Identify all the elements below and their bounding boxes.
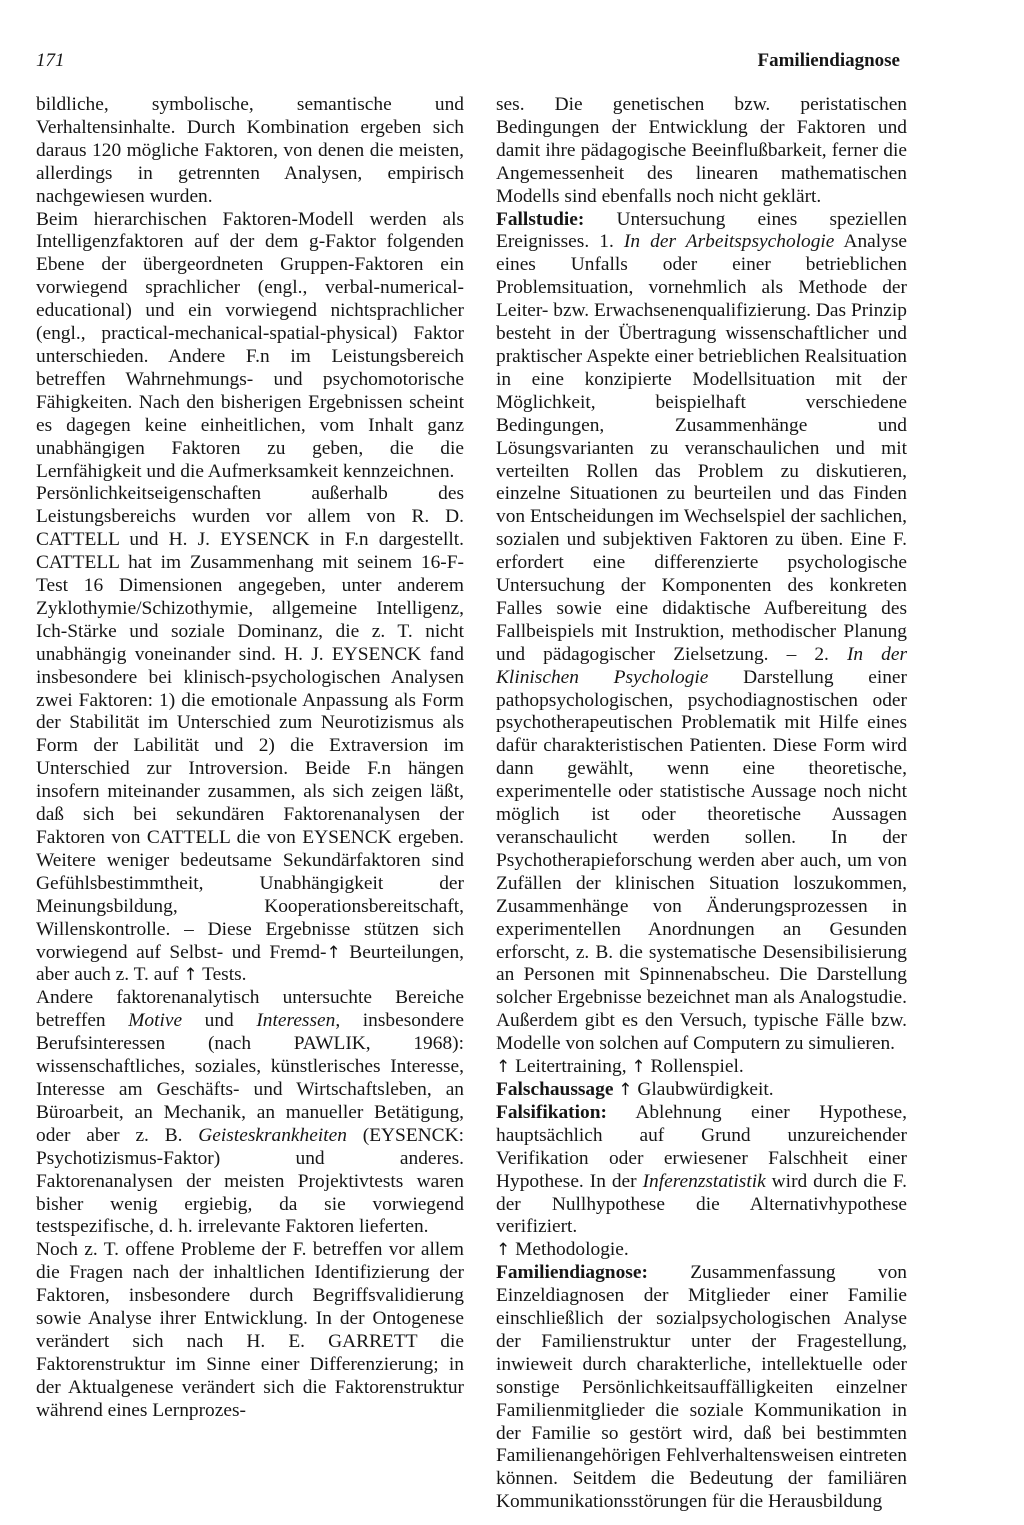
emphasis-text: Interessen — [256, 1010, 336, 1032]
emphasis-text: In der Arbeitspsychologie — [623, 231, 835, 253]
text-run: wird durch die F. der Nullhypothese die Alternativhypothese verifiziert. — [496, 1170, 907, 1238]
text-run: und — [182, 1010, 257, 1032]
text-run: Beurteilungen, aber auch z. T. auf — [36, 941, 464, 986]
paragraph — [496, 1262, 907, 1514]
paragraph — [36, 987, 464, 1239]
emphasis-text: Inferenzstatistik — [642, 1170, 766, 1192]
emphasis-text: Geisteskrankheiten — [198, 1124, 347, 1146]
text-run: Darstellung einer pathopsychologischen, psychodiagnostischen oder psychotherapeutischen Problematik mit Hilfe eines dafür charakteristischen Patienten. Diese Form wird dann gewählt, wenn eine theoretische, experimentelle oder statistische Aussage noch nicht möglich ist oder theoretische Aussagen veranschaulicht werden sollen. In der Psychotherapieforschung werden aber auch, um von Zufällen der klinischen Situation loszukommen, Zusammenhänge von Änderungsprozessen in experimentellen Anordnungen an Gesunden erforscht, z. B. die systematische Desensibilisierung an Personen mit Spinnenabscheu. Die Darstellung solcher Ergebnisse bezeichnet man als Analogstudie. Außerdem gibt es den Versuch, typische Fälle bzw. Modelle von solchen auf Computern zu simulieren. — [496, 666, 907, 1055]
text-run: Ablehnung einer Hypothese, hauptsächlich auf Grund unzureichender Verifikation oder erwiesener Falschheit einer Hypothese. In der — [496, 1101, 907, 1192]
paragraph — [496, 209, 907, 1057]
text-run: Beim hierarchischen Faktoren-Modell werden als Intelligenzfaktoren auf der dem g-Faktor folgenden Ebene der übergeordneten Gruppen-Faktoren ein vorwiegend sprachlicher (engl., verbal-numerical-educational) und ein vorwiegend nichtsprachlicher (engl., practical-mechanical-spatial-physical) Faktor unterschieden. Andere F.n im Leistungsbereich betreffen Wahrnehmungs- und psychomotorische Fähigkeiten. Nach den bisherigen Ergebnissen scheint es dagegen keine einheitlichen, vom Inhalt ganz unabhängigen Faktoren zu geben, die die Lernfähigkeit und die Aufmerksamkeit kennzeichnen. — [36, 208, 464, 482]
cross-reference-arrow-icon: ↑ — [631, 1057, 646, 1078]
entry-term: Falsifikation: — [496, 1101, 607, 1123]
entry-term: Familiendiagnose: — [496, 1262, 648, 1284]
paragraph — [36, 209, 464, 484]
text-run: (EYSENCK: Psychotizismus-Faktor) und anderes. Faktorenanalysen der meisten Projektivtests waren bisher wenig ergiebig, da sie vorwiegend testspezifische, d. h. irrelevante Faktoren lieferten. — [36, 1124, 464, 1238]
text-run: Noch z. T. offene Probleme der F. betreffen vor allem die Fragen nach der inhaltlichen Identifizierung der Faktoren, insbesondere durch Begriffsvalidierung sowie Analyse ihrer Entwicklung. In der Ontogenese verändert sich nach H. E. GARRETT die Faktorenstruktur im Sinne einer Differenzierung; in der Aktualgenese verändert sich die Faktorenstruktur während eines Lernprozes- — [36, 1239, 464, 1421]
emphasis-text: Motive — [128, 1010, 183, 1032]
text-run: Leitertraining, — [510, 1056, 632, 1078]
right-column — [496, 94, 907, 1514]
paragraph — [36, 1239, 464, 1422]
text-run: Persönlichkeitseigenschaften außerhalb des Leistungsbereichs wurden vor allem von R. D. CATTELL und H. J. EYSENCK in F.n dargestellt. CATTELL hat im Zusammenhang mit seinem 16-F-Test 16 Dimensionen angegeben, unter anderem Zyklothymie/Schizothymie, allgemeine Intelligenz, Ich-Stärke und soziale Dominanz, die z. T. nicht unabhängig voneinander sind. H. J. EYSENCK fand insbesondere bei klinisch-psychologischen Analysen zwei Faktoren: 1) die emotionale Anpassung als Form der Stabilität im Unterschied zum Neurotizismus als Form der Labilität und 2) die Extraversion im Unterschied zur Introversion. Beide F.n hängen insofern miteinander zusammen, als sich zeigen läßt, daß sich bei sekundären Faktorenanalysen der Faktoren von CATTELL die von EYSENCK ergeben. Weitere weniger bedeutsame Sekundärfaktoren sind Gefühlsbestimmtheit, Unabhängigkeit der Meinungsbildung, Kooperationsbereitschaft, Willenskontrolle. – Diese Ergebnisse stützen sich vorwiegend auf Selbst- und Fremd- — [36, 483, 464, 963]
paragraph — [496, 1056, 907, 1079]
paragraph — [496, 1102, 907, 1239]
text-run: Methodologie. — [510, 1239, 629, 1261]
emphasis-text: In der Klinischen Psychologie — [496, 643, 907, 688]
text-run: Untersuchung eines speziellen Ereignisses. 1. — [496, 208, 907, 253]
cross-reference-arrow-icon: ↑ — [183, 965, 198, 986]
left-column — [36, 94, 464, 1423]
paragraph — [36, 94, 464, 209]
cross-reference-arrow-icon: ↑ — [618, 1079, 633, 1100]
text-run: bildliche, symbolische, semantische und Verhaltensinhalte. Durch Kombination ergeben sich daraus 120 mögliche Faktoren, von denen die meisten, allerdings in getrennten Analysen, empirisch nachgewiesen wurden. — [36, 94, 464, 207]
cross-reference-arrow-icon: ↑ — [326, 942, 341, 963]
text-run: Andere faktorenanalytisch untersuchte Bereiche betreffen — [36, 987, 464, 1032]
text-run: , insbesondere Berufsinteressen (nach PAWLIK, 1968): wissenschaftliches, soziales, künstlerisches Interesse, Interesse am Geschäfts- und Wirtschaftsleben, an Büroarbeit, an Mechanik, an manueller Betätigung, oder aber z. B. — [36, 1010, 465, 1146]
text-run: Analyse eines Unfalls oder einer betrieblichen Problemsituation, vornehmlich als Methode der Leiter- bzw. Erwachsenenqualifizierung. Das Prinzip besteht in der Übertragung wissenschaftlicher und praktischer Aspekte einer betrieblichen Realsituation in eine konzipierte Modellsituation mit der Möglichkeit, beispielhaft verschiedene Bedingungen, Zusammenhänge und Lösungsvarianten zu veranschaulichen und mit verteilten Rollen das Problem zu diskutieren, einzelne Situationen zu beurteilen und das Finden von Entscheidungen im Wechselspiel der sachlichen, sozialen und subjektiven Faktoren zu üben. Eine F. erfordert eine differenzierte psychologische Untersuchung der Komponenten des konkreten Falles sowie eine didaktische Aufbereitung des Fallbeispiels mit Instruktion, methodischer Planung und pädagogischer Zielsetzung. – 2. — [496, 231, 907, 665]
paragraph — [496, 94, 907, 209]
cross-reference-arrow-icon: ↑ — [496, 1240, 511, 1261]
entry-term: Fallstudie: — [496, 208, 585, 230]
text-run: ses. Die genetischen bzw. peristatischen Bedingungen der Entwicklung der Faktoren und damit ihre pädagogische Beeinflußbarkeit, ferner die Angemessenheit des linearen mathematischen Modells sind ebenfalls noch nicht geklärt. — [496, 94, 907, 207]
running-head: Familiendiagnose — [757, 50, 900, 71]
paragraph — [496, 1079, 907, 1102]
cross-reference-arrow-icon: ↑ — [496, 1057, 511, 1078]
paragraph — [496, 1239, 907, 1262]
text-run: Tests. — [197, 964, 247, 986]
paragraph — [36, 483, 464, 987]
text-run: Glaubwürdigkeit. — [632, 1078, 774, 1100]
text-run: Zusammenfassung von Einzeldiagnosen der Mitglieder einer Familie einschließlich der sozialpsychologischen Analyse der Familienstruktur unter der Fragestellung, inwieweit durch charakterliche, intellektuelle oder sonstige Persönlichkeitsauffälligkeiten einzelner Familienmitglieder die soziale Kommunikation in der Familie so gestört wird, daß bei bestimmten Familienangehörigen Fehlverhaltensweisen eintreten können. Seitdem die Bedeutung der familiären Kommunikationsstörungen für die Herausbildung — [496, 1262, 907, 1513]
text-run: Rollenspiel. — [645, 1056, 744, 1078]
entry-term: Falschaussage — [496, 1078, 614, 1100]
page-number: 171 — [36, 50, 65, 71]
